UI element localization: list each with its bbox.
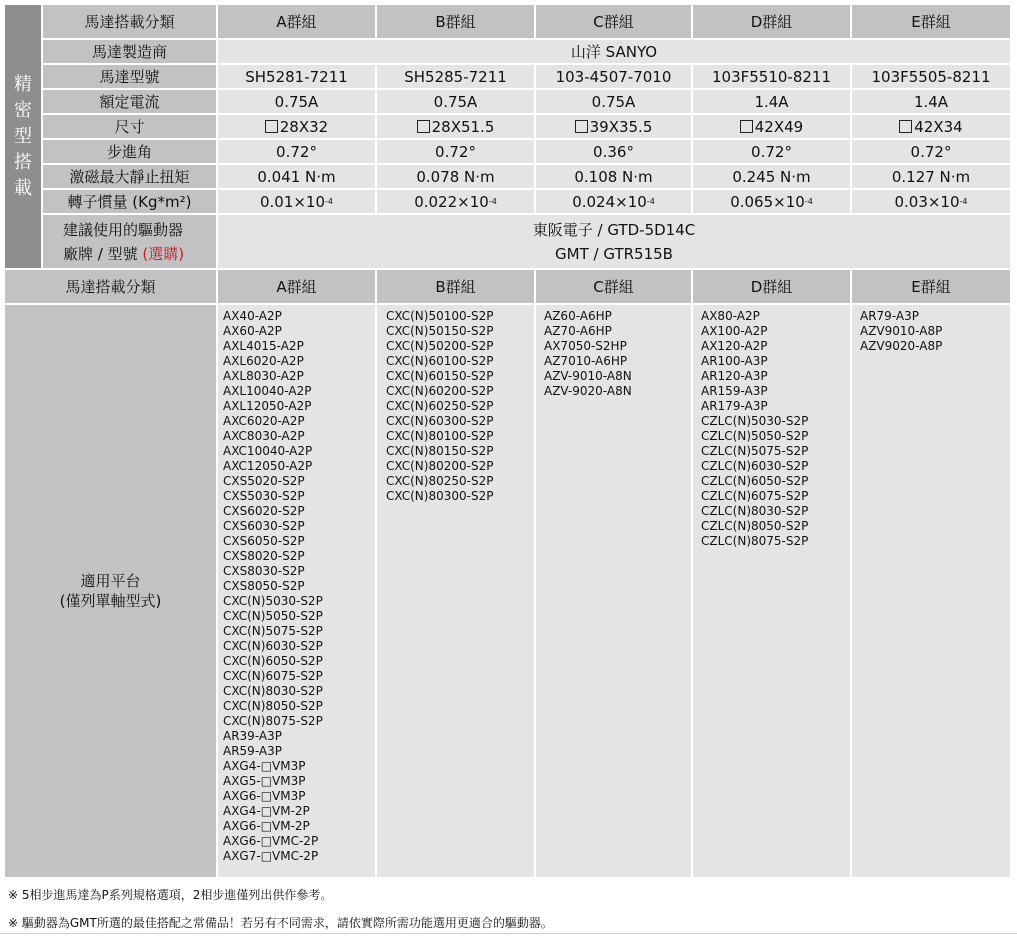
platform-list-b: CXC(N)50100-S2P CXC(N)50150-S2P CXC(N)50200-S2P CXC(N)60100-S2P CXC(N)60150-S2P CXC(N)60200-S2P CXC(N)60250-S2P CXC(N)60300-S2P CXC(N)80100-S2P CXC(N)80150-S2P CXC(N)80200-S2P CXC(N)80250-S2P CXC(N)80300-S2P bbox=[377, 305, 534, 877]
current-b: 0.75A bbox=[377, 90, 534, 113]
side-label-char: 精 bbox=[14, 73, 32, 95]
size-e bbox=[852, 115, 1010, 138]
bottom-header-group-b: B群組 bbox=[377, 270, 534, 303]
applicable-platform-label bbox=[5, 305, 216, 877]
size-e-text: 42X34 bbox=[914, 117, 963, 136]
size-c-text: 39X35.5 bbox=[589, 117, 653, 136]
current-e: 1.4A bbox=[852, 90, 1010, 113]
bottom-divider bbox=[0, 933, 1017, 934]
torque-e: 0.127 N·m bbox=[852, 165, 1010, 188]
bottom-header-group-c: C群組 bbox=[536, 270, 691, 303]
bottom-header-group-d: D群組 bbox=[693, 270, 850, 303]
square-icon bbox=[740, 120, 753, 133]
inertia-exp: -4 bbox=[959, 197, 968, 206]
top-header-group-d: D群組 bbox=[693, 5, 850, 38]
step-angle-a: 0.72° bbox=[218, 140, 375, 163]
platform-list-c: AZ60-A6HP AZ70-A6HP AX7050-S2HP AZ7010-A6HP AZV-9010-A8N AZV-9020-A8N bbox=[536, 305, 691, 877]
row-label-model: 馬達型號 bbox=[43, 65, 216, 88]
model-d: 103F5510-8211 bbox=[693, 65, 850, 88]
square-icon bbox=[899, 120, 912, 133]
size-b-text: 28X51.5 bbox=[431, 117, 495, 136]
torque-c: 0.108 N·m bbox=[536, 165, 691, 188]
driver-label-line2-wrap bbox=[63, 242, 216, 266]
driver-value-line1: 東阪電子 / GTD-5D14C bbox=[532, 220, 696, 239]
row-label-manufacturer: 馬達製造商 bbox=[43, 40, 216, 63]
inertia-exp: -4 bbox=[325, 197, 334, 206]
current-c: 0.75A bbox=[536, 90, 691, 113]
platform-label-line2: (僅列單軸型式) bbox=[59, 592, 162, 610]
inertia-d bbox=[693, 190, 850, 213]
platform-list-d: AX80-A2P AX100-A2P AX120-A2P AR100-A3P AR120-A3P AR159-A3P AR179-A3P CZLC(N)5030-S2P CZLC(N)5050-S2P CZLC(N)5075-S2P CZLC(N)6030-S2P CZLC(N)6050-S2P CZLC(N)6075-S2P CZLC(N)8030-S2P CZLC(N)8050-S2P CZLC(N)8075-S2P bbox=[693, 305, 850, 877]
top-header-group-a: A群組 bbox=[218, 5, 375, 38]
square-icon bbox=[265, 120, 278, 133]
driver-value bbox=[218, 215, 1010, 268]
platform-label-line1: 適用平台 bbox=[80, 572, 141, 590]
size-d bbox=[693, 115, 850, 138]
torque-b: 0.078 N·m bbox=[377, 165, 534, 188]
inertia-a-text: 0.01×10 bbox=[259, 192, 326, 211]
driver-label-line2: 廠牌 / 型號 bbox=[63, 244, 143, 263]
size-d-text: 42X49 bbox=[754, 117, 804, 136]
inertia-a bbox=[218, 190, 375, 213]
step-angle-b: 0.72° bbox=[377, 140, 534, 163]
square-icon bbox=[417, 120, 430, 133]
model-c: 103-4507-7010 bbox=[536, 65, 691, 88]
top-header-group-e: E群組 bbox=[852, 5, 1010, 38]
manufacturer-value: 山洋 SANYO bbox=[218, 40, 1010, 63]
bottom-header-group-e: E群組 bbox=[852, 270, 1010, 303]
current-a: 0.75A bbox=[218, 90, 375, 113]
top-header-group-c: C群組 bbox=[536, 5, 691, 38]
inertia-e-text: 0.03×10 bbox=[894, 192, 960, 211]
optional-purchase-label: (選購) bbox=[142, 244, 185, 263]
inertia-b-text: 0.022×10 bbox=[414, 192, 489, 211]
side-label-precision-type bbox=[5, 5, 41, 268]
side-label-char: 型 bbox=[14, 125, 32, 147]
inertia-c bbox=[536, 190, 691, 213]
row-label-size: 尺寸 bbox=[43, 115, 216, 138]
torque-a: 0.041 N·m bbox=[218, 165, 375, 188]
inertia-exp: -4 bbox=[646, 197, 655, 206]
inertia-d-text: 0.065×10 bbox=[730, 192, 805, 211]
inertia-b bbox=[377, 190, 534, 213]
row-label-recommended-driver bbox=[43, 215, 216, 268]
footnote-2: ※ 驅動器為GMT所選的最佳搭配之常備品！若另有不同需求，請依實際所需功能選用更適合的驅動器。 bbox=[8, 916, 553, 930]
row-label-rotor-inertia: 轉子慣量 (Kg*m²) bbox=[43, 190, 216, 213]
side-label-char: 密 bbox=[14, 99, 32, 121]
inertia-exp: -4 bbox=[804, 197, 813, 206]
square-icon bbox=[575, 120, 588, 133]
driver-label-line1: 建議使用的驅動器 bbox=[63, 220, 184, 239]
side-label-char: 載 bbox=[14, 177, 32, 199]
platform-list-e: AR79-A3P AZV9010-A8P AZV9020-A8P bbox=[852, 305, 1010, 877]
driver-value-line2: GMT / GTR515B bbox=[555, 244, 673, 263]
size-b bbox=[377, 115, 534, 138]
row-label-holding-torque: 激磁最大靜止扭矩 bbox=[43, 165, 216, 188]
step-angle-d: 0.72° bbox=[693, 140, 850, 163]
size-a-text: 28X32 bbox=[279, 117, 329, 136]
size-a bbox=[218, 115, 375, 138]
bottom-header-group-a: A群組 bbox=[218, 270, 375, 303]
inertia-c-text: 0.024×10 bbox=[572, 192, 647, 211]
row-label-step-angle: 步進角 bbox=[43, 140, 216, 163]
model-a: SH5281-7211 bbox=[218, 65, 375, 88]
top-header-group-b: B群組 bbox=[377, 5, 534, 38]
current-d: 1.4A bbox=[693, 90, 850, 113]
torque-d: 0.245 N·m bbox=[693, 165, 850, 188]
top-header-label: 馬達搭載分類 bbox=[43, 5, 216, 38]
step-angle-e: 0.72° bbox=[852, 140, 1010, 163]
model-b: SH5285-7211 bbox=[377, 65, 534, 88]
inertia-e bbox=[852, 190, 1010, 213]
platform-list-a: AX40-A2P AX60-A2P AXL4015-A2P AXL6020-A2P AXL8030-A2P AXL10040-A2P AXL12050-A2P AXC6020-A2P AXC8030-A2P AXC10040-A2P AXC12050-A2P CXS5020-S2P CXS5030-S2P CXS6020-S2P CXS6030-S2P CXS6050-S2P CXS8020-S2P CXS8030-S2P CXS8050-S2P CXC(N)5030-S2P CXC(N)5050-S2P CXC(N)5075-S2P CXC(N)6030-S2P CXC(N)6050-S2P CXC(N)6075-S2P CXC(N)8030-S2P CXC(N)8050-S2P CXC(N)8075-S2P AR39-A3P AR59-A3P AXG4-□VM3P AXG5-□VM3P AXG6-□VM3P AXG4-□VM-2P AXG6-□VM-2P AXG6-□VMC-2P AXG7-□VMC-2P bbox=[218, 305, 375, 877]
row-label-rated-current: 額定電流 bbox=[43, 90, 216, 113]
model-e: 103F5505-8211 bbox=[852, 65, 1010, 88]
size-c bbox=[536, 115, 691, 138]
step-angle-c: 0.36° bbox=[536, 140, 691, 163]
footnote-1: ※ 5相步進馬達為P系列規格選項，2相步進僅列出供作參考。 bbox=[8, 888, 333, 902]
inertia-exp: -4 bbox=[488, 197, 497, 206]
bottom-header-label: 馬達搭載分類 bbox=[5, 270, 216, 303]
side-label-char: 搭 bbox=[14, 151, 32, 173]
